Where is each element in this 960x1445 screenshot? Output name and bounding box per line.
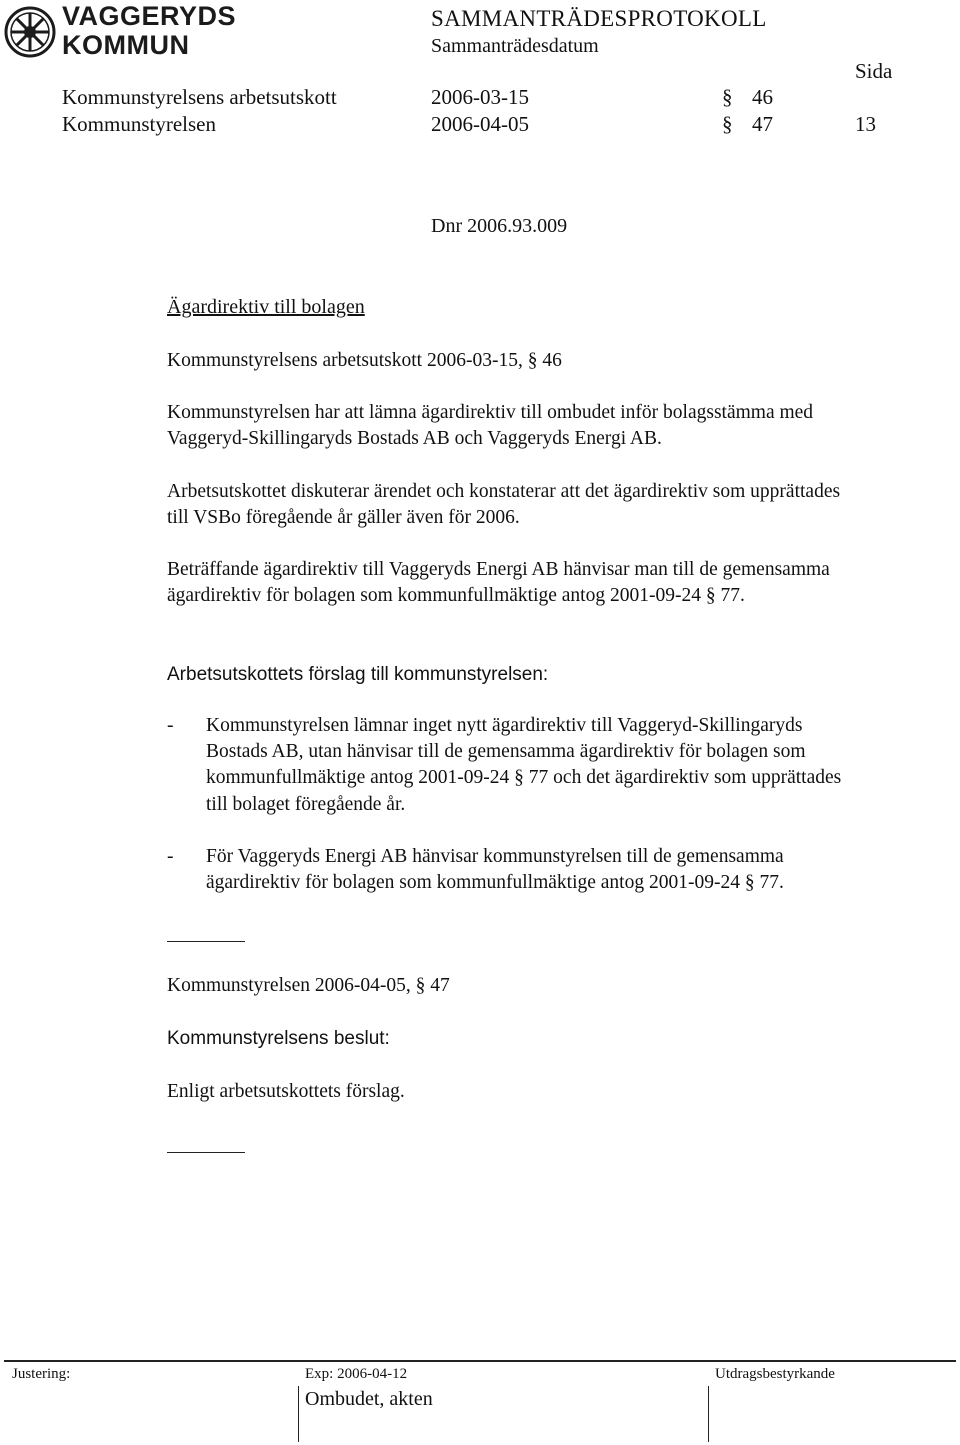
meeting-reference-au: Kommunstyrelsens arbetsutskott 2006-03-15, § 46 — [167, 350, 562, 371]
header-row-1-body: Kommunstyrelsens arbetsutskott — [62, 85, 337, 109]
page-number: 13 — [855, 112, 876, 136]
bullet-dash-2: - — [167, 846, 174, 867]
page-label: Sida — [855, 59, 893, 83]
logo-wordmark — [62, 3, 236, 61]
document-title: Ägardirektiv till bolagen — [167, 296, 365, 318]
logo-line-2: KOMMUN — [62, 30, 190, 60]
footer-divider-left — [298, 1386, 299, 1442]
paragraph-2: Arbetsutskottet diskuterar ärendet och konstaterar att det ägardirektiv som upprättades till VSBo föregående år gäller även för 2006. — [167, 481, 841, 529]
header-row-1-date: 2006-03-15 — [431, 85, 529, 109]
header-row-1-paragraph: 46 — [752, 85, 773, 109]
municipality-logo — [4, 1, 237, 62]
header-row-2-date: 2006-04-05 — [431, 112, 529, 136]
footer-rule — [4, 1360, 956, 1362]
decision-text: Enligt arbetsutskottets förslag. — [167, 1081, 405, 1102]
header-row-1-section-symbol: § — [722, 85, 733, 109]
proposal-heading: Arbetsutskottets förslag till kommunstyrelsen: — [167, 664, 549, 685]
registration-number: Dnr 2006.93.009 — [431, 215, 568, 237]
paragraph-3: Beträffande ägardirektiv till Vaggeryds Energi AB hänvisar man till de gemensamma ägardirektiv för bolagen som kommunfullmäktige antog 2001-09-24 § 77. — [167, 559, 830, 607]
footer-divider-right — [708, 1386, 709, 1442]
justering-label: Justering: — [12, 1366, 71, 1382]
expedition-date: Exp: 2006-04-12 — [305, 1366, 408, 1382]
extract-verification-label: Utdragsbestyrkande — [715, 1366, 835, 1382]
meeting-date-label: Sammanträdesdatum — [431, 35, 599, 57]
bullet-item-2: För Vaggeryds Energi AB hänvisar kommunstyrelsen till de gemensamma ägardirektiv för bolagen som kommunfullmäktige antog 2001-09-24 § 77. — [206, 846, 784, 894]
recipients: Ombudet, akten — [305, 1388, 433, 1410]
bullet-item-1: Kommunstyrelsen lämnar inget nytt ägardirektiv till Vaggeryd-Skillingaryds Bostads AB, utan hänvisar till de gemensamma ägardirektiv för bolagen som kommunfullmäktige antog 2001-09-24 § 77 och det ägardirektiv som upprättades till bolaget föregående år. — [206, 715, 842, 815]
protocol-title: SAMMANTRÄDESPROTOKOLL — [431, 6, 767, 31]
meeting-reference-ks: Kommunstyrelsen 2006-04-05, § 47 — [167, 975, 450, 996]
header-row-2-body: Kommunstyrelsen — [62, 112, 216, 136]
logo-line-1: VAGGERYDS — [62, 1, 237, 31]
crest-icon — [4, 6, 56, 58]
header-row-2-section-symbol: § — [722, 112, 733, 136]
header-row-2-paragraph: 47 — [752, 112, 773, 136]
decision-heading: Kommunstyrelsens beslut: — [167, 1028, 390, 1049]
section-divider-2 — [167, 1152, 245, 1153]
section-divider-1 — [167, 941, 245, 942]
bullet-dash-1: - — [167, 715, 174, 736]
paragraph-1: Kommunstyrelsen har att lämna ägardirektiv till ombudet inför bolagsstämma med Vaggeryd-Skillingaryds Bostads AB och Vaggeryds Energi AB. — [167, 402, 814, 450]
